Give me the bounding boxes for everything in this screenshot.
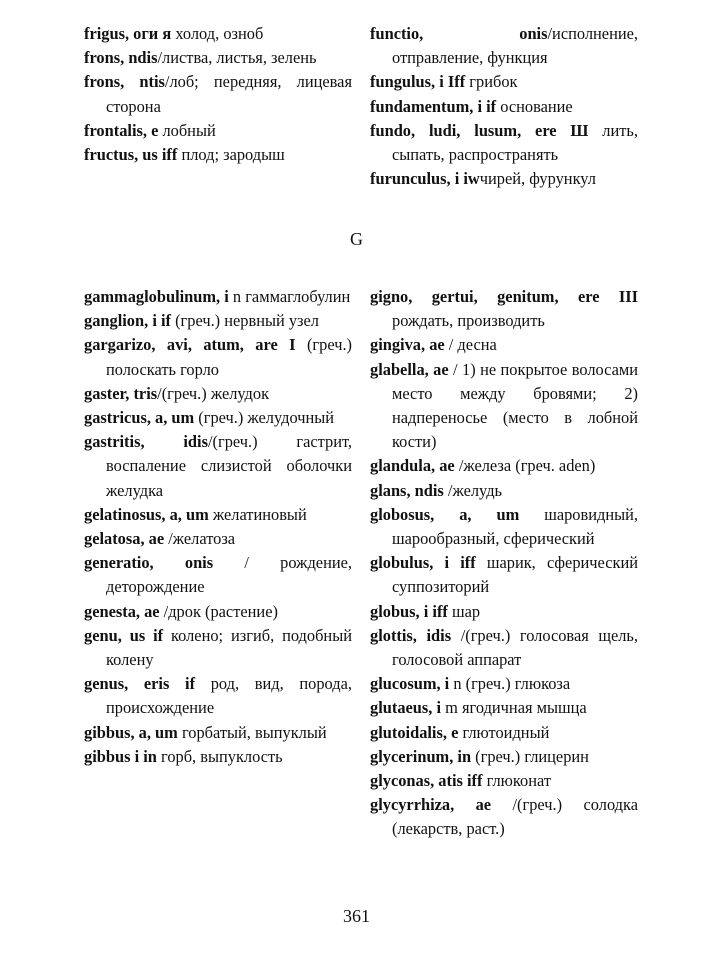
- entry-definition: (греч.) глицерин: [471, 746, 589, 766]
- entry-definition: /(греч.) голосовая щель, голосовой аппарат: [392, 625, 639, 670]
- entry-headword: glyconas, atis iff: [370, 771, 483, 791]
- dictionary-entry: [370, 167, 638, 191]
- entry-headword: globosus, a, um: [370, 504, 520, 524]
- entry-headword: fructus, us iff: [84, 145, 178, 165]
- dictionary-entry: [84, 70, 352, 118]
- entry-definition: лить, сыпать, распространять: [392, 120, 638, 165]
- entry-headword: frontalis, e: [84, 120, 159, 140]
- entry-headword: glycerinum, in: [370, 746, 472, 766]
- entry-definition: /желудь: [443, 480, 503, 500]
- bottom-left-column: [84, 285, 352, 769]
- entry-headword: glycyrrhiza, ae: [370, 795, 492, 815]
- entry-headword: glandula, ae: [370, 456, 455, 476]
- dictionary-entry: [84, 382, 352, 406]
- entry-definition: плод; зародыш: [177, 145, 285, 165]
- entry-headword: generatio, onis: [84, 553, 214, 573]
- entry-definition: n (греч.) глюкоза: [449, 674, 571, 694]
- entry-definition: холод, озноб: [171, 24, 264, 43]
- dictionary-entry: [370, 551, 638, 599]
- dictionary-entry: [84, 430, 352, 503]
- dictionary-entry: [370, 454, 638, 478]
- entry-definition: /(греч.) солодка (лекарств, раст.): [392, 795, 638, 839]
- entry-definition: n гаммаглобулин: [228, 287, 351, 306]
- entry-definition: род, вид, порода, происхождение: [106, 674, 352, 718]
- entry-definition: рождать, производить: [392, 311, 545, 331]
- dictionary-entry: [370, 70, 638, 94]
- entry-definition: грибок: [465, 72, 518, 92]
- entry-definition: / десна: [444, 335, 497, 355]
- entry-definition: /листва, листья, зелень: [157, 48, 317, 68]
- entry-headword: gigno, gertui, genitum, ere III: [370, 287, 638, 306]
- entry-headword: fungulus, i Iff: [370, 72, 466, 92]
- page-number: 361: [343, 906, 370, 926]
- dictionary-entry: [370, 22, 638, 70]
- entry-headword: genu, us if: [84, 625, 164, 645]
- dictionary-entry: [84, 333, 352, 381]
- entry-headword: frons, ntis: [84, 72, 165, 92]
- entry-headword: genesta, ae: [84, 601, 160, 621]
- entry-headword: glucosum, i: [370, 674, 450, 694]
- entry-definition: желатиновый: [208, 504, 307, 524]
- entry-headword: glans, ndis: [370, 480, 444, 500]
- entry-headword: glutoidalis, e: [370, 722, 459, 742]
- dictionary-entry: [370, 479, 638, 503]
- entry-headword: gammaglobulinum, i: [84, 287, 229, 306]
- dictionary-entry: [84, 285, 352, 309]
- entry-definition: /(греч.) гастрит, воспаление слизистой оболочки желудка: [106, 432, 353, 500]
- entry-headword: globus, i iff: [370, 601, 448, 621]
- dictionary-entry: [84, 624, 352, 672]
- dictionary-entry: [84, 406, 352, 430]
- dictionary-entry: [370, 119, 638, 167]
- entry-definition: колено; изгиб, подобный колену: [106, 625, 352, 670]
- entry-headword: gingiva, ae: [370, 335, 445, 355]
- dictionary-entry: [370, 696, 638, 720]
- dictionary-entry: [84, 143, 352, 167]
- entry-definition: глюконат: [482, 771, 551, 791]
- entry-definition: /желатоза: [164, 529, 236, 549]
- dictionary-entry: [84, 527, 352, 551]
- entry-headword: frons, ndis: [84, 48, 158, 68]
- dictionary-entry: [370, 624, 638, 672]
- entry-definition: лобный: [158, 120, 216, 140]
- dictionary-entry: [84, 46, 352, 70]
- entry-definition: шарик, сферический суппозиторий: [392, 553, 638, 597]
- dictionary-entry: [84, 672, 352, 720]
- entry-headword: ganglion, i if: [84, 311, 171, 331]
- entry-headword: functio, onis: [370, 24, 548, 43]
- entry-headword: glabella, ae: [370, 359, 449, 379]
- dictionary-entry: [370, 672, 638, 696]
- dictionary-entry: [370, 358, 638, 455]
- entry-headword: gaster, tris: [84, 383, 158, 403]
- entry-headword: frigus, оги я: [84, 24, 172, 43]
- dictionary-entry: [370, 745, 638, 769]
- dictionary-entry: [370, 600, 638, 624]
- dictionary-entry: [370, 503, 638, 551]
- bottom-right-column: [370, 285, 638, 842]
- entry-definition: (греч.) полоскать горло: [106, 335, 353, 379]
- dictionary-entry: [84, 551, 352, 599]
- entry-definition: /железа (греч. aden): [454, 456, 596, 476]
- entry-definition: основание: [496, 96, 573, 116]
- entry-definition: горбатый, выпуклый: [177, 722, 327, 742]
- entry-definition: m ягодичная мышца: [441, 698, 587, 718]
- dictionary-entry: [84, 119, 352, 143]
- entry-headword: gibbus, a, um: [84, 722, 178, 742]
- entry-headword: gelatosa, ae: [84, 529, 165, 549]
- entry-headword: fundamentum, i if: [370, 96, 497, 116]
- entry-headword: gastricus, a, um: [84, 408, 195, 428]
- entry-headword: glottis, idis: [370, 625, 452, 645]
- dictionary-entry: [84, 503, 352, 527]
- entry-headword: furunculus, i iw: [370, 169, 480, 189]
- entry-definition: шар: [447, 601, 481, 621]
- dictionary-entry: [370, 769, 638, 793]
- entry-headword: glutaeus, i: [370, 698, 442, 718]
- dictionary-entry: [370, 95, 638, 119]
- entry-headword: genus, eris if: [84, 674, 196, 694]
- entry-headword: gibbus i in: [84, 746, 157, 766]
- entry-headword: gastritis, idis: [84, 432, 208, 452]
- entry-definition: / 1) не покрытое волосами место между бровями; 2) надпереносье (место в лобной кости): [392, 359, 638, 452]
- entry-definition: (греч.) желудочный: [194, 408, 335, 428]
- top-right-column: [370, 22, 638, 191]
- dictionary-entry: [84, 745, 352, 769]
- entry-definition: /лоб; передняя, лицевая сторона: [106, 72, 352, 116]
- entry-definition: /дрок (растение): [159, 601, 278, 621]
- entry-definition: чирей, фурункул: [479, 169, 596, 189]
- dictionary-entry: [84, 600, 352, 624]
- entry-headword: gelatinosus, a, um: [84, 504, 209, 524]
- dictionary-entry: [84, 309, 352, 333]
- entry-definition: горб, выпуклость: [156, 746, 283, 766]
- top-left-column: [84, 22, 352, 167]
- entry-definition: глютоидный: [458, 722, 550, 742]
- entry-definition: / рождение, деторождение: [106, 553, 352, 597]
- entry-definition: /(греч.) желудок: [157, 383, 270, 403]
- dictionary-entry: [370, 285, 638, 333]
- entry-headword: fundo, ludi, lusum, ere Ш: [370, 120, 589, 140]
- dictionary-entry: [84, 721, 352, 745]
- dictionary-entry: [370, 721, 638, 745]
- dictionary-entry: [370, 333, 638, 357]
- dictionary-entry: [84, 22, 352, 46]
- entry-definition: /исполнение, отправление, функция: [392, 24, 638, 68]
- entry-definition: шаровидный, шарообразный, сферический: [392, 504, 638, 549]
- entry-definition: (греч.) нервный узел: [170, 311, 319, 331]
- section-letter: G: [350, 229, 363, 249]
- entry-headword: gargarizo, avi, atum, are I: [84, 335, 296, 355]
- entry-headword: globulus, i iff: [370, 553, 476, 573]
- dictionary-entry: [370, 793, 638, 841]
